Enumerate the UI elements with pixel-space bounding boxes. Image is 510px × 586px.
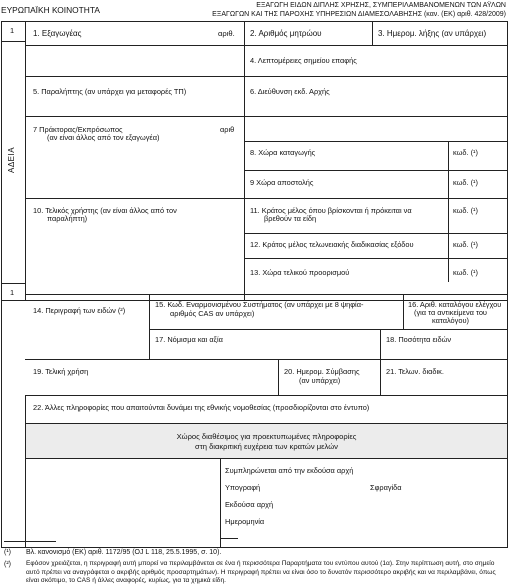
field-16-note-a: (για τα αντικείμενα του	[414, 308, 487, 317]
row-line	[149, 329, 508, 330]
signature-label[interactable]: Υπογραφή	[225, 483, 261, 492]
field-9-code[interactable]: κωδ. (¹)	[453, 178, 478, 187]
field-14-description[interactable]: 14. Περιγραφή των ειδών (²)	[33, 306, 126, 315]
col-line	[380, 359, 381, 395]
field-12-code[interactable]: κωδ. (¹)	[453, 240, 478, 249]
col-line	[149, 294, 150, 359]
field-12-exit-state[interactable]: 12. Κράτος μέλος τελωνειακής διαδικασίας εξόδου	[250, 240, 414, 249]
col-line	[25, 395, 26, 548]
row-line	[244, 258, 508, 259]
field-20-contract-date[interactable]: 20. Ημερομ. Σύμβασης	[284, 367, 360, 376]
side-number-bottom: 1	[10, 288, 15, 297]
issuing-authority-label[interactable]: Εκδούσα αρχή	[225, 500, 274, 509]
side-num-top-line	[1, 41, 25, 42]
field-2-registration[interactable]: 2. Αριθμός μητρώου	[250, 29, 322, 38]
field-6-issuing-authority[interactable]: 6. Διεύθυνση εκδ. Αρχής	[250, 87, 330, 96]
side-label-adeia: ΑΔΕΙΑ	[7, 146, 16, 173]
row-line	[25, 76, 508, 77]
field-16-note-b: καταλόγου)	[432, 316, 469, 325]
field-7-agent-note: (αν είναι άλλος από τον εξαγωγέα)	[47, 133, 160, 142]
field-21-customs-procedure[interactable]: 21. Τελων. διαδικ.	[386, 367, 444, 376]
field-10-end-user[interactable]: 10. Τελικός χρήστης (αν είναι άλλος από τον	[33, 206, 177, 215]
col-line	[403, 294, 404, 329]
field-8-origin[interactable]: 8. Χώρα καταγωγής	[250, 148, 316, 157]
row-line	[25, 294, 508, 295]
footnote-2-text: Εφόσον χρειάζεται, η περιγραφή αυτή μπορεί να περιλαμβάνεται σε ένα ή περισσότερα Παραρτήματα του εντύπου αυτού (1α). Στην περίπτωση αυτή, στο σημείο αυτό πρέπει να αναγράφεται ο ακριβής αριθμός προσαρτημάτων). Η περιγραφή πρέπει να είναι όσο το δυνατόν περισσότερο ακριβής και να περιλαμβάνει, όπως είναι σκόπιμο, το CAS ή άλλες αναφορές, κυρίως, για τα χημικά είδη.	[26, 560, 496, 584]
field-22-other-info[interactable]: 22. Άλλες πληροφορίες που απαιτούνται δυνάμει της εθνικής νομοθεσίας (προσδιορίζονται στο έντυπο)	[33, 403, 370, 412]
field-1-number[interactable]: αριθ.	[218, 29, 235, 38]
field-10-end-user-note: παραλήπτη)	[47, 214, 88, 223]
code-column-line	[448, 141, 449, 282]
field-7-agent[interactable]: 7 Πράκτορας/Εκπρόσωπος	[33, 125, 123, 134]
field-9-dispatch[interactable]: 9 Χώρα αποστολής	[250, 178, 314, 187]
field-20-note: (αν υπάρχει)	[299, 376, 341, 385]
field-8-code[interactable]: κωδ. (¹)	[453, 148, 478, 157]
row-line	[25, 45, 508, 46]
side-num-bottom-line	[1, 283, 25, 284]
side-divider	[25, 21, 26, 300]
footnote-2-mark: (²)	[4, 561, 11, 568]
field-15-hs-code[interactable]: 15. Κωδ. Εναρμονισμένου Συστήματος (αν υπάρχει με 8 ψηφία-	[155, 300, 364, 309]
footnote-rule	[4, 541, 56, 542]
field-7-number[interactable]: αριθ	[220, 125, 235, 134]
reserved-text-line2: στη διακριτική ευχέρεια των κρατών μελών	[195, 442, 338, 451]
field-13-destination[interactable]: 13. Χώρα τελικού προορισμού	[250, 268, 350, 277]
field-16-control-list[interactable]: 16. Αριθ. καταλόγου ελέγχου	[408, 300, 502, 309]
footnote-1-text: Βλ. κανονισμό (ΕΚ) αριθ. 1172/95 (ΟJ L 118, 25.5.1995, σ. 10).	[26, 549, 222, 556]
field-11-member-state-note: βρεθούν τα είδη	[264, 214, 317, 223]
row-line	[220, 538, 238, 539]
field-11-code[interactable]: κωδ. (¹)	[453, 206, 478, 215]
field-15-cas-note: αριθμός CAS αν υπάρχει)	[170, 309, 255, 318]
row-line	[25, 198, 508, 199]
row-line	[25, 116, 508, 117]
row-line	[244, 233, 508, 234]
reserved-area	[26, 424, 507, 458]
field-17-currency-value[interactable]: 17. Νόμισμα και αξία	[155, 335, 223, 344]
field-13-code[interactable]: κωδ. (¹)	[453, 268, 478, 277]
field-4-contact[interactable]: 4. Λεπτομέρειες σημείου επαφής	[250, 56, 357, 65]
side-number-top: 1	[10, 26, 15, 35]
row-line	[25, 359, 508, 360]
field-3-expiry[interactable]: 3. Ημερομ. λήξης (αν υπάρχει)	[378, 29, 487, 38]
field-5-consignee[interactable]: 5. Παραλήπτης (αν υπάρχει για μεταφορές ΤΠ)	[33, 87, 187, 96]
header-title-line2: ΕΞΑΓΩΓΩΝ ΚΑΙ ΤΗΣ ΠΑΡΟΧΗΣ ΥΠΗΡΕΣΙΩΝ ΔΙΑΜΕΣΟΛΑΒΗΣΗΣ (καν. (ΕΚ) αριθ. 428/2009)	[212, 11, 506, 18]
row-line	[25, 458, 508, 459]
signature-completed-by: Συμπληρώνεται από την εκδούσα αρχή	[225, 466, 354, 475]
field-1-exporter[interactable]: 1. Εξαγωγέας	[33, 29, 82, 38]
header-left: ΕΥΡΩΠΑΪΚΗ ΚΟΙΝΟΤΗΤΑ	[1, 5, 100, 15]
date-label[interactable]: Ημερομηνία	[225, 517, 265, 526]
row-line	[244, 141, 508, 142]
signature-divider	[220, 458, 221, 548]
field-18-quantity[interactable]: 18. Ποσότητα ειδών	[386, 335, 452, 344]
col-line	[278, 359, 279, 395]
footnote-1-mark: (¹)	[4, 549, 11, 556]
stamp-label[interactable]: Σφραγίδα	[370, 483, 402, 492]
reserved-text-line1: Χώρος διαθέσιμος για προεκτυπωμένες πληροφορίες	[176, 432, 357, 441]
field-11-member-state[interactable]: 11. Κράτος μέλος όπου βρίσκονται ή πρόκειται να	[250, 206, 412, 215]
header-title-line1: ΕΞΑΓΩΓΗ ΕΙΔΩΝ ΔΙΠΛΗΣ ΧΡΗΣΗΣ, ΣΥΜΠΕΡΙΛΑΜΒΑΝΟΜΕΝΩΝ ΤΩΝ ΑΫΛΩΝ	[256, 2, 506, 9]
col-line	[372, 21, 373, 45]
field-19-end-use[interactable]: 19. Τελική χρήση	[33, 367, 89, 376]
row-line	[25, 395, 508, 396]
col-line	[380, 329, 381, 359]
row-line	[244, 170, 508, 171]
